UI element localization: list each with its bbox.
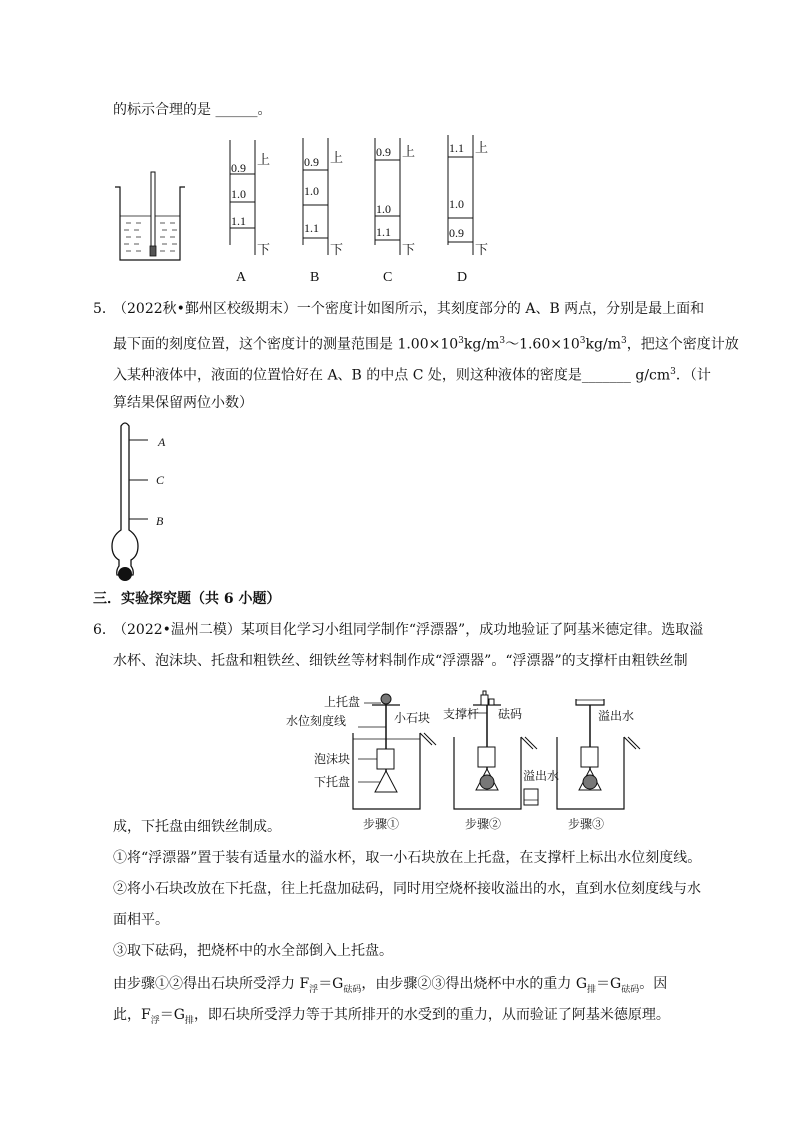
- label-weight: 砝码: [498, 707, 523, 721]
- hydrometer-figure: [110, 418, 190, 588]
- option-c-tick-1: 0.9: [376, 145, 391, 159]
- q5-number: 5．: [93, 301, 116, 317]
- step-3-setup: [557, 699, 640, 831]
- q6-line-3: 成，下托盘由细铁丝制成。: [113, 819, 281, 835]
- label-small-stone: 小石块: [394, 711, 431, 725]
- q6-step-2-text: ②将小石块改放在下托盘，往上托盘加砝码，同时用空烧杯接收溢出的水，直到水位刻度线与水: [113, 881, 701, 897]
- option-c-scale: [375, 138, 415, 285]
- option-a-scale: [230, 140, 270, 285]
- q6-number: 6．: [93, 622, 116, 638]
- hydrometer-mark-a: A: [158, 435, 166, 449]
- q4-figure: [100, 130, 520, 290]
- option-a-up: 上: [257, 152, 271, 167]
- option-d-down: 下: [475, 242, 489, 257]
- option-d-tick-1: 1.1: [449, 141, 464, 155]
- label-foam: 泡沫块: [314, 752, 351, 766]
- q6-step-3-text: ③取下砝码，把烧杯中的水全部倒入上托盘。: [113, 943, 393, 959]
- option-d-tick-2: 1.0: [449, 197, 464, 211]
- beaker-illustration: [115, 172, 185, 260]
- option-b-label: B: [310, 270, 320, 285]
- option-c-label: C: [383, 270, 393, 285]
- q5-line-3: 入某种液体中，液面的位置恰好在 A、B 的中点 C 处，则这种液体的密度是_______ $g/cm^3$．（计: [113, 367, 711, 384]
- q6-step-2-cont: 面相平。: [113, 912, 169, 928]
- q6-conclusion-2: 此，$F_浮=G_排$，即石块所受浮力等于其所排开的水受到的重力，从而验证了阿基米德原理。: [113, 1007, 670, 1026]
- option-d-scale: [448, 135, 488, 285]
- option-d-up: 上: [475, 140, 489, 155]
- q5-line-4: 算结果保留两位小数）: [113, 395, 253, 411]
- step-1-label: 步骤①: [363, 817, 400, 831]
- option-b-down: 下: [330, 242, 344, 257]
- option-b-tick-1: 0.9: [304, 155, 319, 169]
- option-d-tick-3: 0.9: [449, 226, 464, 240]
- option-a-tick-2: 1.0: [231, 187, 246, 201]
- option-b-tick-2: 1.0: [304, 184, 319, 198]
- option-b-up: 上: [330, 150, 344, 165]
- option-c-tick-2: 1.0: [376, 202, 391, 216]
- step-2-label: 步骤②: [465, 817, 502, 831]
- option-c-down: 下: [402, 242, 416, 257]
- float-device-diagram: [280, 683, 680, 833]
- section-3-heading: 三．实验探究题（共 6 小题）: [93, 591, 281, 607]
- label-water-mark: 水位刻度线: [286, 714, 347, 728]
- hydrometer-mark-c: C: [156, 473, 165, 487]
- q4-tail-text: 的标示合理的是 ______。: [113, 102, 272, 118]
- hydrometer-mark-b: B: [156, 514, 164, 528]
- option-a-down: 下: [257, 242, 271, 257]
- option-b-tick-3: 1.1: [304, 221, 319, 235]
- q6-line-1: （2022•温州二模）某项目化学习小组同学制作“浮漂器”，成功地验证了阿基米德定律。选取溢: [113, 622, 704, 638]
- option-b-scale: [303, 138, 343, 285]
- q6-conclusion-1: 由步骤①②得出石块所受浮力 $F_浮=G_{砝码}$，由步骤②③得出烧杯中水的重力 $G_排=G_{砝码}$。因: [113, 976, 668, 995]
- option-c-tick-3: 1.1: [376, 225, 391, 239]
- step-2-setup: [443, 691, 559, 831]
- label-overflow-water-2: 溢出水: [598, 709, 635, 723]
- label-lower-tray: 下托盘: [314, 775, 351, 789]
- label-support-rod: 支撑杆: [443, 707, 480, 721]
- q6-line-2: 水杯、泡沫块、托盘和粗铁丝、细铁丝等材料制作成“浮漂器”。“浮漂器”的支撑杆由粗铁丝制: [113, 653, 688, 669]
- label-overflow-water-1: 溢出水: [523, 769, 560, 783]
- option-a-label: A: [236, 270, 247, 285]
- label-upper-tray: 上托盘: [324, 695, 361, 709]
- q5-line-1: （2022秋•鄞州区校级期末）一个密度计如图所示，其刻度部分的 A、B 两点，分别是最上面和: [113, 301, 705, 317]
- q5-line-2: 最下面的刻度位置，这个密度计的测量范围是 $1.00\times 10^3kg/m^3\sim 1.60\times 10^3kg/m^3$，把这个密度计放: [113, 336, 739, 353]
- option-a-tick-3: 1.1: [231, 214, 246, 228]
- option-c-up: 上: [402, 144, 416, 159]
- step-3-label: 步骤③: [568, 817, 605, 831]
- option-d-label: D: [457, 270, 468, 285]
- option-a-tick-1: 0.9: [231, 161, 246, 175]
- step-1-setup: [286, 694, 436, 831]
- q6-step-1-text: ①将“浮漂器”置于装有适量水的溢水杯，取一小石块放在上托盘，在支撑杆上标出水位刻度线。: [113, 850, 702, 866]
